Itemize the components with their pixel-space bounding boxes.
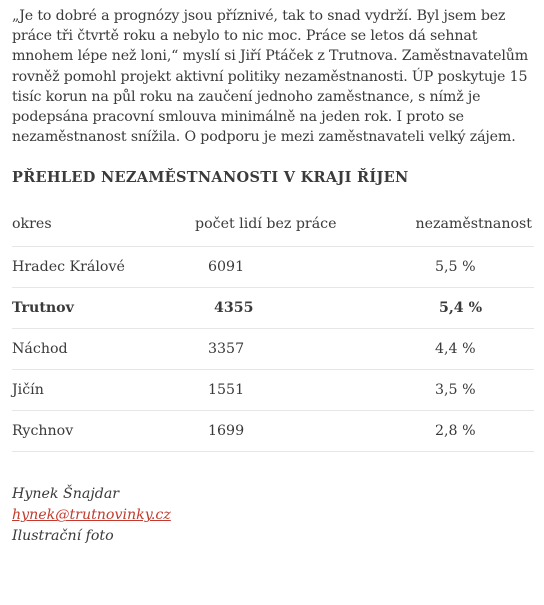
district-cell: Trutnov [12,288,195,329]
table-header-row [12,202,534,247]
unemployed-cell: 1699 [195,411,390,452]
rate-value: 4,4 % [435,341,476,358]
rate-cell [390,247,534,288]
district-cell: Rychnov [12,411,195,452]
author-name: Hynek Šnajdar [12,486,120,503]
table-row [12,247,534,288]
rate-cell [390,370,534,411]
photo-credit: Ilustrační foto [12,528,114,545]
byline [12,484,534,547]
table-row [12,329,534,370]
unemployment-table [12,202,534,452]
rate-cell [390,411,534,452]
district-cell: Jičín [12,370,195,411]
district-cell: Náchod [12,329,195,370]
column-header-rate: nezaměstnanost [390,202,534,247]
article-paragraph: „Je to dobré a prognózy jsou příznivé, tak to snad vydrží. Byl jsem bez práce tři čtvrtě roku a nebylo to nic moc. Práce se letos dá sehnat mnohem lépe než loni,“ myslí si Jiří Ptáček z Trutnova. Zaměstnavatelům rovněž pomohl projekt aktivní politiky nezaměstnanosti. ÚP poskytuje 15 tisíc korun na půl roku na zaučení jednoho zaměstnance, s nímž je podepsána pracovní smlouva minimálně na jeden rok. I proto se nezaměstnanost snížila. O podporu je mezi zaměstnavateli velký zájem. [12,8,528,146]
table-row [12,370,534,411]
rate-cell [390,288,534,329]
table-row [12,288,534,329]
unemployed-cell: 6091 [195,247,390,288]
column-header-district: okres [12,202,195,247]
section-heading: PŘEHLED NEZAMĚSTNANOSTI V KRAJI ŘÍJEN [12,169,409,187]
column-header-unemployed: počet lidí bez práce [195,202,390,247]
unemployed-cell: 4355 [195,288,390,329]
district-cell: Hradec Králové [12,247,195,288]
rate-value: 2,8 % [435,423,476,440]
rate-cell [390,329,534,370]
rate-value: 5,4 % [439,300,483,317]
author-email-link[interactable]: hynek@trutnovinky.cz [12,507,171,524]
unemployed-cell: 1551 [195,370,390,411]
rate-value: 5,5 % [435,259,476,276]
rate-value: 3,5 % [435,382,476,399]
table-row [12,411,534,452]
unemployed-cell: 3357 [195,329,390,370]
